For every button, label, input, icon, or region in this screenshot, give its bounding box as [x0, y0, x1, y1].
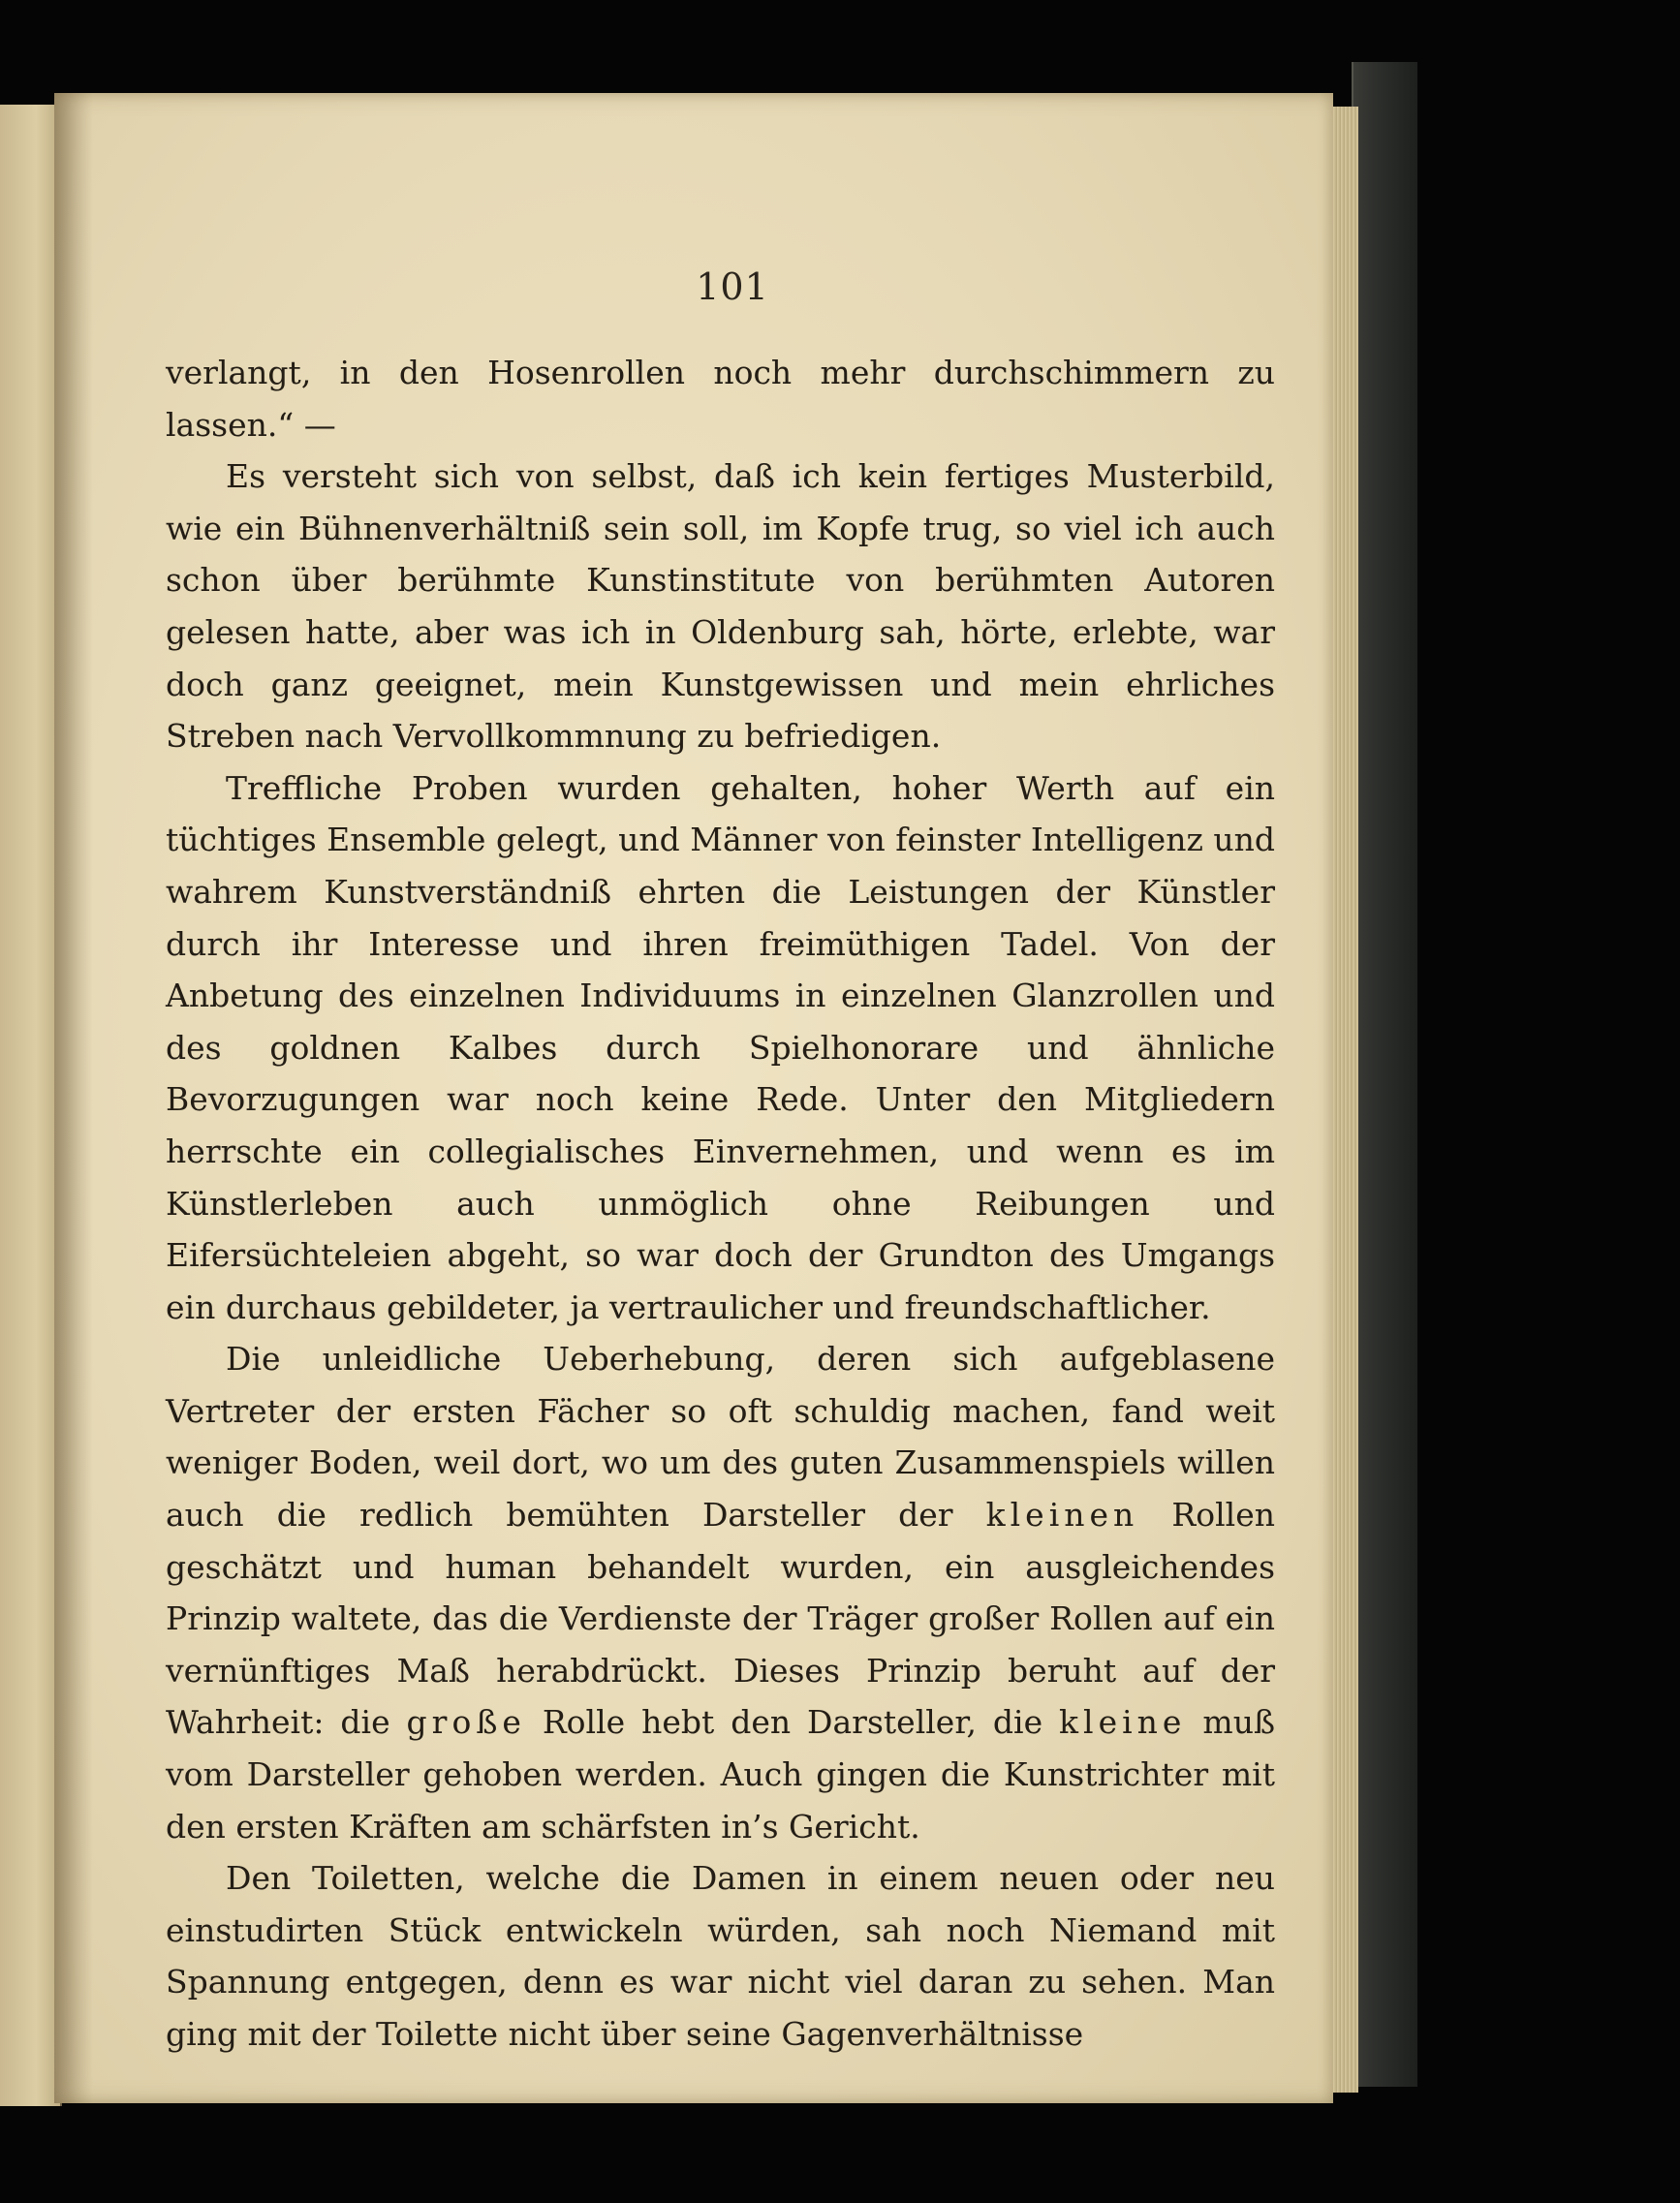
- page-stack-edge: [1329, 107, 1358, 2093]
- binding-shadow: [54, 93, 93, 2103]
- paragraph-2: Es versteht sich von selbst, daß ich kein fertiges Musterbild, wie ein Bühnenverhältniß sein soll, im Kopfe trug, so viel ich auch schon über berühmte Kunstinstitute von berühmten Autoren gelesen hatte, aber was ich in Oldenburg sah, hörte, erlebte, war doch ganz geeignet, mein Kunstgewissen und mein ehrliches Streben nach Vervollkommnung zu befriedigen.: [166, 457, 1275, 756]
- book-page: [54, 93, 1333, 2103]
- emphasis-grosse: große: [406, 1703, 526, 1742]
- paragraph-5: Den Toiletten, welche die Damen in einem neuen oder neu einstudirten Stück entwickeln würden, sah noch Niemand mit Spannung entgegen, denn es war nicht viel daran zu sehen. Man ging mit der Toilette nicht über seine Gagenverhältnisse: [166, 1859, 1275, 2053]
- paragraph-4-part-3: Rolle hebt den Darsteller, die: [525, 1703, 1060, 1742]
- left-page-edge: [0, 105, 62, 2106]
- paragraph-4-part-1: Die unleidliche Ueberhebung, deren sich aufgeblasene Vertreter der ersten Fächer so oft schuldig machen, fand weit weniger Boden, weil dort, wo um des guten Zusammenspiels willen auch die redlich bemühten Darsteller der: [166, 1340, 1275, 1535]
- paragraph-3: Treffliche Proben wurden gehalten, hoher Werth auf ein tüchtiges Ensemble gelegt, und Männer von feinster Intelligenz und wahrem Kunstverständniß ehrten die Leistungen der Künstler durch ihr Interesse und ihren freimüthigen Tadel. Von der Anbetung des einzelnen Individuums in einzelnen Glanzrollen und des goldnen Kalbes durch Spielhonorare und ähnliche Bevorzugungen war noch keine Rede. Unter den Mitgliedern herrschte ein collegialisches Einvernehmen, und wenn es im Künstlerleben auch unmöglich ohne Reibungen und Eifersüchteleien abgeht, so war doch der Grundton des Umgangs ein durchaus gebildeter, ja vertraulicher und freundschaftlicher.: [166, 768, 1275, 1326]
- emphasis-kleine: kleine: [1059, 1703, 1187, 1742]
- paragraph-4: [166, 1333, 1275, 1852]
- page-text-block: [166, 347, 1275, 2061]
- paragraph-1: verlangt, in den Hosenrollen noch mehr durchschimmern zu lassen.“ —: [166, 354, 1275, 444]
- paragraph-4-part-2: Rollen geschätzt und human behandelt wurden, ein ausgleichendes Prinzip waltete, das die Verdienste der Träger großer Rollen auf ein vernünftiges Maß herabdrückt. Dieses Prinzip beruht auf der Wahrheit: die: [166, 1496, 1275, 1742]
- paragraph-4-part-4: muß vom Darsteller gehoben werden. Auch gingen die Kunstrichter mit den ersten Kräften am schärfsten in’s Gericht.: [166, 1703, 1275, 1846]
- emphasis-kleinen: kleinen: [985, 1496, 1139, 1535]
- page-number: 101: [696, 265, 769, 308]
- book-cover-edge: [1352, 62, 1417, 2087]
